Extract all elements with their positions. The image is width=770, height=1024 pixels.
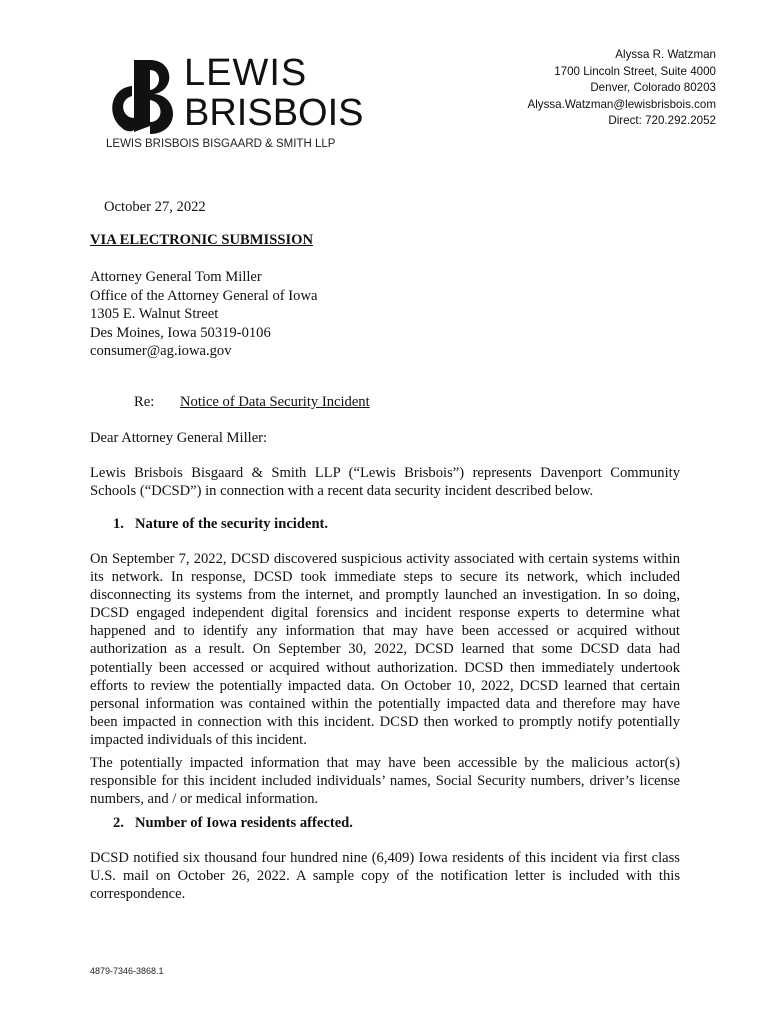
logo-firm-name: LEWIS BRISBOIS BISGAARD & SMITH LLP: [106, 138, 336, 150]
addressee-office: Office of the Attorney General of Iowa: [90, 287, 318, 304]
section-heading-2: [113, 815, 353, 832]
intro-paragraph: Lewis Brisbois Bisgaard & Smith LLP (“Lewis Brisbois”) represents Davenport Community Schools (“DCSD”) in connection with a recent data security incident described below.: [90, 465, 680, 500]
subject-label: Re:: [134, 394, 155, 410]
addressee-city: Des Moines, Iowa 50319-0106: [90, 324, 271, 341]
sender-street: 1700 Lincoln Street, Suite 4000: [554, 64, 716, 78]
section-number-1: 1.: [113, 516, 124, 532]
sender-name: Alyssa R. Watzman: [615, 48, 716, 61]
addressee-email[interactable]: consumer@ag.iowa.gov: [90, 343, 232, 359]
section-1-paragraph-2: The potentially impacted information that may have been accessible by the malicious actor(s) responsible for this incident included individuals’ names, Social Security numbers, driver’s license numbers, and / or medical information.: [90, 755, 680, 808]
section-title-1: Nature of the security incident.: [135, 516, 329, 532]
logo-wordmark-brisbois: BRISBOIS: [184, 92, 364, 134]
addressee-block: [90, 268, 317, 361]
document-id-footer: 4879-7346-3868.1: [90, 966, 164, 976]
section-heading-1: [113, 516, 328, 533]
logo-wordmark-lewis: LEWIS: [184, 52, 308, 94]
sender-email[interactable]: Alyssa.Watzman@lewisbrisbois.com: [527, 97, 716, 111]
section-2-paragraph-1: DCSD notified six thousand four hundred nine (6,409) Iowa residents of this incident via first class U.S. mail on October 26, 2022. A sample copy of the notification letter is included with this correspondence.: [90, 850, 680, 903]
letter-date: October 27, 2022: [104, 199, 206, 215]
sender-city: Denver, Colorado 80203: [590, 81, 716, 94]
firm-logo: [104, 52, 364, 156]
sender-direct-phone: Direct: 720.292.2052: [608, 114, 716, 127]
sender-block: [527, 47, 716, 130]
section-1-paragraph-1: On September 7, 2022, DCSD discovered suspicious activity associated with certain systems within its network. In response, DCSD took immediate steps to secure its network, which included disconnecting its systems from the internet, and promptly launched an investigation. In so doing, DCSD engaged independent digital forensics and incident response experts to determine what happened and to identify any information that may have been accessed or acquired without authorization as a result. On September 30, 2022, DCSD learned that some DCSD data had potentially been accessed or acquired without authorization. DCSD then immediately undertook efforts to review the potentially impacted data. On October 10, 2022, DCSD learned that certain personal information was contained within the potentially impacted data and therefore may have been impacted in connection with this incident. DCSD then worked to promptly notify potentially impacted individuals of this incident.: [90, 551, 680, 748]
subject-line: [134, 394, 370, 411]
section-title-2: Number of Iowa residents affected.: [135, 815, 353, 831]
subject-text: Notice of Data Security Incident: [180, 394, 370, 410]
section-number-2: 2.: [113, 815, 124, 831]
addressee-name: Attorney General Tom Miller: [90, 269, 262, 285]
salutation: Dear Attorney General Miller:: [90, 430, 268, 446]
addressee-street: 1305 E. Walnut Street: [90, 306, 219, 322]
lewis-brisbois-logo-mark-icon: [104, 56, 180, 138]
delivery-method: VIA ELECTRONIC SUBMISSION: [90, 232, 314, 248]
